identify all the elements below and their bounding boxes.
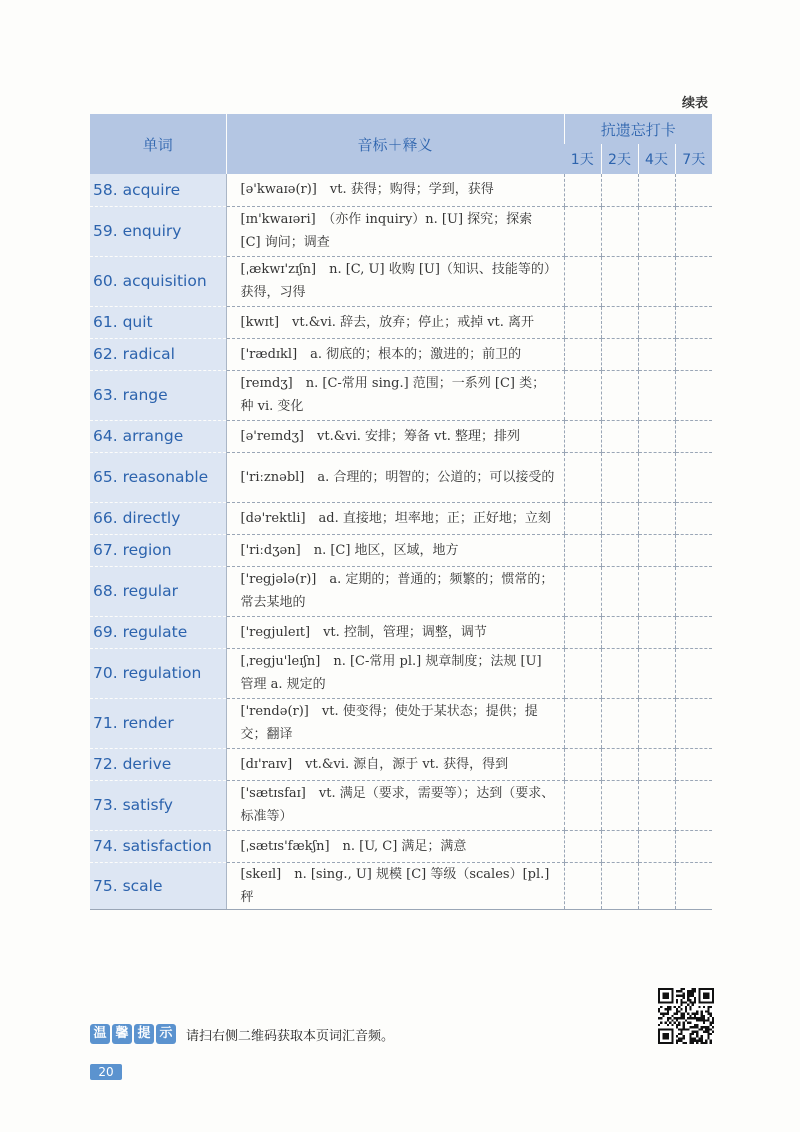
review-checkbox-cell[interactable] [638,534,675,566]
review-checkbox-cell[interactable] [601,534,638,566]
review-checkbox-cell[interactable] [638,502,675,534]
table-row [90,338,712,370]
review-checkbox-cell[interactable] [601,830,638,862]
definition-cell: [reɪndʒ] n. [C-常用 sing.] 范围；一系列 [C] 类；种 vi. 变化 [226,370,564,420]
review-checkbox-cell[interactable] [638,256,675,306]
review-checkbox-cell[interactable] [564,452,601,502]
word-cell: 63. range [90,370,226,420]
review-checkbox-cell[interactable] [638,206,675,256]
word-cell: 69. regulate [90,616,226,648]
word-cell: 68. regular [90,566,226,616]
review-checkbox-cell[interactable] [601,420,638,452]
review-checkbox-cell[interactable] [675,748,712,780]
review-checkbox-cell[interactable] [564,698,601,748]
word-cell: 66. directly [90,502,226,534]
definition-cell: ['regjələ(r)] a. 定期的；普通的；频繁的；惯常的；常去某地的 [226,566,564,616]
definition-cell: ['rendə(r)] vt. 使变得；使处于某状态；提供；提交；翻译 [226,698,564,748]
review-checkbox-cell[interactable] [564,370,601,420]
table-row [90,862,712,909]
review-checkbox-cell[interactable] [564,830,601,862]
table-row [90,306,712,338]
review-checkbox-cell[interactable] [638,566,675,616]
word-cell: 70. regulation [90,648,226,698]
review-checkbox-cell[interactable] [564,420,601,452]
review-checkbox-cell[interactable] [675,452,712,502]
tip-bar [90,1024,394,1044]
tip-badge-char: 提 [134,1024,154,1044]
table-row [90,534,712,566]
table-row [90,206,712,256]
table-row [90,830,712,862]
table-row [90,698,712,748]
review-checkbox-cell[interactable] [675,502,712,534]
definition-cell: [ə'kwaɪə(r)] vt. 获得；购得；学到，获得 [226,174,564,206]
definition-cell: [ə'reɪndʒ] vt.&vi. 安排；筹备 vt. 整理；排列 [226,420,564,452]
definition-cell: ['rædɪkl] a. 彻底的；根本的；激进的；前卫的 [226,338,564,370]
review-checkbox-cell[interactable] [564,174,601,206]
review-checkbox-cell[interactable] [601,780,638,830]
tip-badge-char: 温 [90,1024,110,1044]
table-row [90,566,712,616]
review-checkbox-cell[interactable] [564,566,601,616]
review-checkbox-cell[interactable] [638,420,675,452]
review-checkbox-cell[interactable] [638,748,675,780]
word-cell: 64. arrange [90,420,226,452]
review-checkbox-cell[interactable] [601,748,638,780]
word-cell: 58. acquire [90,174,226,206]
review-checkbox-cell[interactable] [564,780,601,830]
review-checkbox-cell[interactable] [601,862,638,909]
review-checkbox-cell[interactable] [638,616,675,648]
definition-column-header: 音标＋释义 [226,114,564,174]
review-checkbox-cell[interactable] [675,616,712,648]
continued-label: 续表 [681,96,708,111]
review-checkbox-cell[interactable] [601,174,638,206]
word-cell: 67. region [90,534,226,566]
review-checkbox-cell[interactable] [601,616,638,648]
review-checkbox-cell[interactable] [675,648,712,698]
review-checkbox-cell[interactable] [638,174,675,206]
review-checkbox-cell[interactable] [638,698,675,748]
review-checkbox-cell[interactable] [638,452,675,502]
review-checkbox-cell[interactable] [564,534,601,566]
review-checkbox-cell[interactable] [564,256,601,306]
review-checkbox-cell[interactable] [638,648,675,698]
review-checkbox-cell[interactable] [675,306,712,338]
qr-code-icon[interactable] [658,988,714,1044]
definition-cell: [ˌækwɪ'zɪʃn] n. [C, U] 收购 [U]（知识、技能等的）获得，习得 [226,256,564,306]
review-checkbox-cell[interactable] [564,748,601,780]
table-row [90,748,712,780]
review-checkbox-cell[interactable] [675,830,712,862]
tip-text: 请扫右侧二维码获取本页词汇音频。 [186,1028,395,1044]
review-checkbox-cell[interactable] [675,862,712,909]
word-cell: 73. satisfy [90,780,226,830]
tip-badge [90,1024,176,1044]
review-checkbox-cell[interactable] [675,566,712,616]
review-checkbox-cell[interactable] [601,256,638,306]
word-cell: 72. derive [90,748,226,780]
word-cell: 74. satisfaction [90,830,226,862]
definition-cell: [dɪ'raɪv] vt.&vi. 源自，源于 vt. 获得，得到 [226,748,564,780]
word-column-header: 单词 [90,114,226,174]
day-4-header: 4天 [638,144,675,174]
review-checkbox-cell[interactable] [601,648,638,698]
review-checkbox-cell[interactable] [675,338,712,370]
review-checkbox-cell[interactable] [675,370,712,420]
vocab-table [90,114,712,910]
review-checkbox-cell[interactable] [564,306,601,338]
review-checkbox-cell[interactable] [564,502,601,534]
word-cell: 65. reasonable [90,452,226,502]
review-checkbox-cell[interactable] [675,534,712,566]
review-checkbox-cell[interactable] [675,780,712,830]
table-row [90,256,712,306]
page-number: 20 [90,1064,122,1080]
review-checkbox-cell[interactable] [638,780,675,830]
review-checkbox-cell[interactable] [675,420,712,452]
definition-cell: ['riːznəbl] a. 合理的；明智的；公道的；可以接受的 [226,452,564,502]
review-checkbox-cell[interactable] [638,830,675,862]
review-checkbox-cell[interactable] [564,862,601,909]
review-checkbox-cell[interactable] [638,862,675,909]
review-checkbox-cell[interactable] [638,370,675,420]
table-row [90,502,712,534]
review-column-header: 抗遗忘打卡 [564,114,712,144]
review-checkbox-cell[interactable] [564,206,601,256]
word-cell: 59. enquiry [90,206,226,256]
table-row [90,420,712,452]
review-checkbox-cell[interactable] [601,698,638,748]
review-checkbox-cell[interactable] [601,566,638,616]
definition-cell: [skeɪl] n. [sing., U] 规模 [C] 等级（scales）[pl.] 秤 [226,862,564,909]
table-row [90,370,712,420]
table-row [90,174,712,206]
table-row [90,452,712,502]
definition-cell: [ˌsætɪs'fækʃn] n. [U, C] 满足；满意 [226,830,564,862]
definition-cell: [ˌregju'leɪʃn] n. [C-常用 pl.] 规章制度；法规 [U] 管理 a. 规定的 [226,648,564,698]
word-cell: 75. scale [90,862,226,909]
review-checkbox-cell[interactable] [601,452,638,502]
review-checkbox-cell[interactable] [675,698,712,748]
review-checkbox-cell[interactable] [675,206,712,256]
definition-cell: [də'rektli] ad. 直接地；坦率地；正；正好地；立刻 [226,502,564,534]
review-checkbox-cell[interactable] [601,338,638,370]
review-checkbox-cell[interactable] [601,306,638,338]
review-checkbox-cell[interactable] [601,370,638,420]
word-cell: 60. acquisition [90,256,226,306]
definition-cell: ['riːdʒən] n. [C] 地区，区域，地方 [226,534,564,566]
day-7-header: 7天 [675,144,712,174]
review-checkbox-cell[interactable] [601,502,638,534]
day-1-header: 1天 [564,144,601,174]
review-checkbox-cell[interactable] [564,616,601,648]
review-checkbox-cell[interactable] [638,306,675,338]
review-checkbox-cell[interactable] [601,206,638,256]
review-checkbox-cell[interactable] [564,648,601,698]
table-row [90,648,712,698]
table-row [90,616,712,648]
table-row [90,780,712,830]
day-2-header: 2天 [601,144,638,174]
tip-badge-char: 示 [156,1024,176,1044]
review-checkbox-cell[interactable] [675,256,712,306]
definition-cell: ['sætɪsfaɪ] vt. 满足（要求，需要等）；达到（要求、标准等） [226,780,564,830]
definition-cell: ['regjuleɪt] vt. 控制，管理；调整，调节 [226,616,564,648]
review-checkbox-cell[interactable] [638,338,675,370]
word-cell: 61. quit [90,306,226,338]
definition-cell: [ɪn'kwaɪəri] （亦作 inquiry）n. [U] 探究；探索 [C] 询问；调查 [226,206,564,256]
review-checkbox-cell[interactable] [675,174,712,206]
definition-cell: [kwɪt] vt.&vi. 辞去，放弃；停止；戒掉 vt. 离开 [226,306,564,338]
tip-badge-char: 馨 [112,1024,132,1044]
word-cell: 62. radical [90,338,226,370]
review-checkbox-cell[interactable] [564,338,601,370]
word-cell: 71. render [90,698,226,748]
